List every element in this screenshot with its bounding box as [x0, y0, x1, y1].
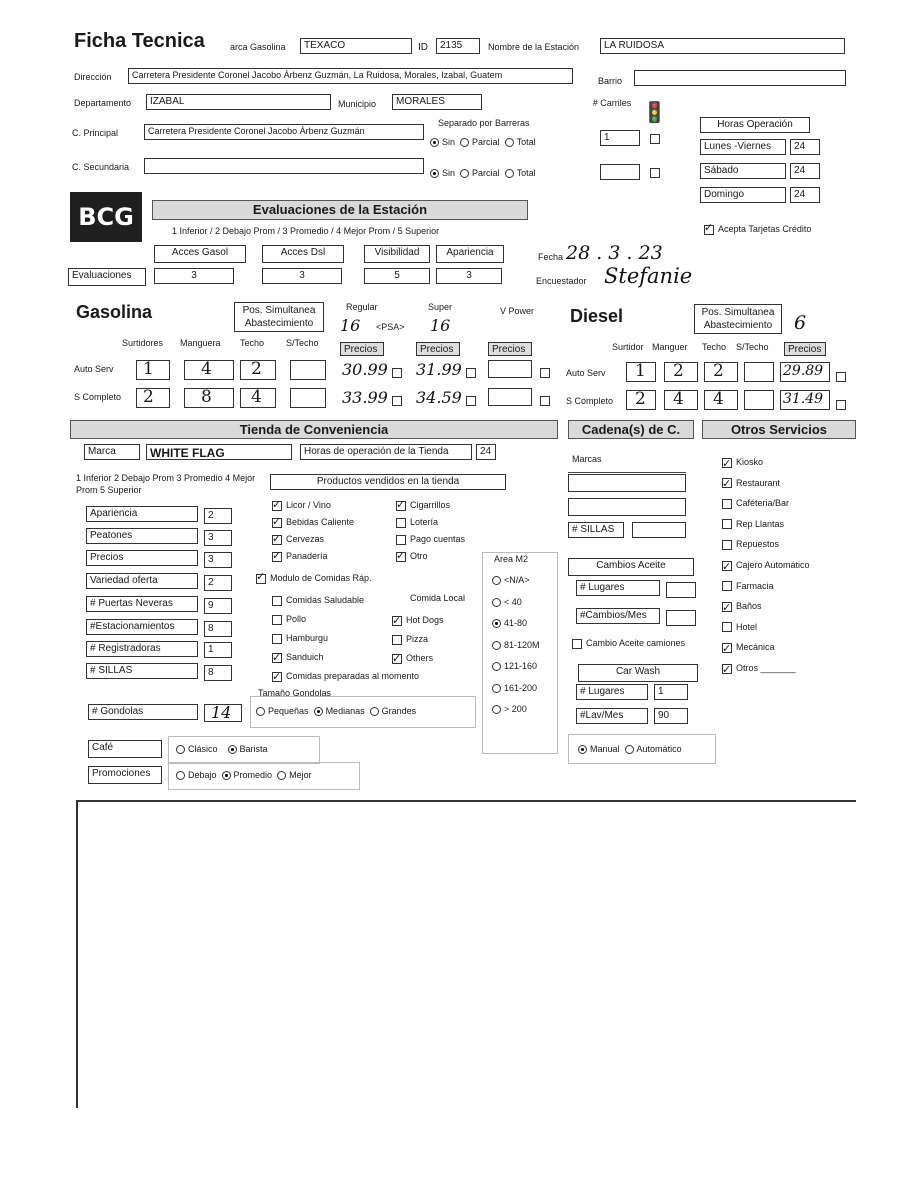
- principal-field[interactable]: Carretera Presidente Coronel Jacobo Árbenz Guzmán: [144, 124, 424, 140]
- otros-servicios-list[interactable]: [722, 452, 810, 679]
- horas-sabado-value[interactable]: 24: [790, 163, 820, 179]
- carriles-secundaria-check[interactable]: [650, 164, 664, 182]
- productos-col-a[interactable]: [272, 497, 354, 565]
- tienda-title: Tienda de Conveniencia: [70, 420, 558, 439]
- fecha-label: Fecha: [538, 252, 564, 262]
- producto-bebidas: ✓Bebidas Caliente: [272, 514, 354, 531]
- id-field[interactable]: 2135: [436, 38, 480, 54]
- marca-label: arca Gasolina: [230, 42, 286, 52]
- tienda-eval-precios-label: Precios: [86, 550, 198, 566]
- diesel-auto-techo[interactable]: 2: [704, 362, 738, 382]
- diesel-stecho-head: S/Techo: [736, 342, 769, 352]
- traffic-light-icon: 🚦: [642, 102, 667, 124]
- comida-others: ✓Others: [392, 649, 444, 668]
- carwash-tipo[interactable]: Manual Automático: [578, 744, 682, 754]
- cadena-title: Cadena(s) de C.: [568, 420, 694, 439]
- tienda-eval-registradoras-value[interactable]: 1: [204, 642, 232, 658]
- carriles-principal[interactable]: 1: [600, 130, 640, 146]
- gas-comp-surtidores[interactable]: 2: [136, 388, 170, 408]
- encuestador-label: Encuestador: [536, 276, 587, 286]
- servicio-cafeteria: Caféteria/Bar: [722, 493, 810, 514]
- tienda-eval-precios-value[interactable]: 3: [204, 552, 232, 568]
- evaluaciones-scale: 1 Inferior / 2 Debajo Prom / 3 Promedio / 4 Mejor Prom / 5 Superior: [172, 226, 440, 236]
- diesel-techo-head: Techo: [702, 342, 727, 352]
- vpower-label: V Power: [500, 306, 535, 316]
- tienda-eval-variedad-label: Variedad oferta: [86, 573, 198, 589]
- eval-acces-dsl-value[interactable]: 3: [262, 268, 342, 284]
- promociones-label: Promociones: [88, 766, 162, 784]
- tienda-eval-variedad-value[interactable]: 2: [204, 575, 232, 591]
- modulo-comidas[interactable]: ✓Modulo de Comidas Ráp.: [256, 573, 372, 584]
- tienda-eval-neveras-label: # Puertas Neveras: [86, 596, 198, 612]
- cambios-lugares-value[interactable]: [666, 582, 696, 598]
- promo-options[interactable]: Debajo Promedio Mejor: [176, 770, 312, 780]
- diesel-comp-check[interactable]: [836, 396, 850, 414]
- carwash-lugares-value[interactable]: 1: [654, 684, 688, 700]
- tienda-horas-value[interactable]: 24: [476, 444, 496, 460]
- comida-hamburgu: Hamburgu: [272, 629, 419, 648]
- regular-value[interactable]: 16: [340, 316, 361, 335]
- gondolas-label: # Gondolas: [88, 704, 198, 720]
- gas-auto-precio-super[interactable]: 31.99: [416, 360, 462, 379]
- comida-local-label: Comida Local: [410, 593, 466, 603]
- servicio-banos: ✓Baños: [722, 596, 810, 617]
- tienda-marca-label: Marca: [84, 444, 140, 460]
- cadena-sillas-value[interactable]: [632, 522, 686, 538]
- surtidores-head: Surtidores: [122, 338, 164, 348]
- producto-otro: ✓Otro: [396, 548, 465, 565]
- horas-domingo-label: Domingo: [700, 187, 786, 203]
- tienda-eval-apariencia-label: Apariencia: [86, 506, 198, 522]
- cadena-sillas-label: # SILLAS: [568, 522, 624, 538]
- otros-title: Otros Servicios: [702, 420, 856, 439]
- id-label: ID: [418, 42, 428, 53]
- comida-pollo: Pollo: [272, 610, 419, 629]
- carriles-label: # Carriles: [592, 98, 632, 108]
- diesel-comp-label: S Completo: [566, 396, 614, 406]
- eval-apariencia-label: Apariencia: [436, 245, 504, 263]
- gas-comp-label: S Completo: [74, 392, 122, 402]
- productos-col-b[interactable]: [396, 497, 465, 565]
- page-title: Ficha Tecnica: [74, 30, 205, 52]
- gas-auto-manguera[interactable]: 4: [184, 360, 234, 380]
- carriles-secundaria[interactable]: [600, 164, 640, 180]
- diesel-auto-label: Auto Serv: [566, 368, 606, 378]
- horas-sabado-label: Sábado: [700, 163, 786, 179]
- cambios-aceite-title: Cambios Aceite: [568, 558, 694, 576]
- cadena-marcas-label: Marcas: [572, 454, 602, 464]
- comida-preparadas: ✓Comidas preparadas al momento: [272, 667, 419, 686]
- servicio-hotel: Hotel: [722, 617, 810, 638]
- tarjetas-credito[interactable]: ✓Acepta Tarjetas Crédito: [704, 224, 814, 235]
- diesel-auto-manguer[interactable]: 2: [664, 362, 698, 382]
- secundaria-field[interactable]: [144, 158, 424, 174]
- servicio-kiosko: ✓Kiosko: [722, 452, 810, 473]
- separado-secundaria[interactable]: Sin Parcial Total: [430, 168, 536, 178]
- tienda-eval-sillas-label: # SILLAS: [86, 663, 198, 679]
- comida-hotdogs: ✓Hot Dogs: [392, 611, 444, 630]
- gas-comp-techo[interactable]: 4: [240, 388, 276, 408]
- diesel-comp-surtidor[interactable]: 2: [626, 390, 656, 410]
- producto-loteria: Lotería: [396, 514, 465, 531]
- cafe-label: Café: [88, 740, 162, 758]
- horas-domingo-value[interactable]: 24: [790, 187, 820, 203]
- gas-comp-stecho[interactable]: [290, 388, 326, 408]
- area-121-160: 121-160: [492, 656, 540, 678]
- tienda-horas-label: Horas de operación de la Tienda: [300, 444, 472, 460]
- departamento-field[interactable]: IZABAL: [146, 94, 331, 110]
- techo-head: Techo: [240, 338, 265, 348]
- tienda-scale: 1 Inferior 2 Debajo Prom 3 Promedio 4 Mejor Prom 5 Superior: [76, 473, 256, 495]
- producto-cigarrillos: ✓Cigarrillos: [396, 497, 465, 514]
- cambios-lugares-label: # Lugares: [576, 580, 660, 596]
- carwash-lav-value[interactable]: 90: [654, 708, 688, 724]
- municipio-label: Municipio: [338, 99, 377, 109]
- notes-area[interactable]: [76, 800, 856, 1108]
- nombre-field[interactable]: LA RUIDOSA: [600, 38, 845, 54]
- carwash-lugares-label: # Lugares: [576, 684, 648, 700]
- gas-comp-check-super[interactable]: [466, 392, 480, 410]
- gas-comp-manguera[interactable]: 8: [184, 388, 234, 408]
- cadena-marca-1[interactable]: [568, 474, 686, 492]
- precio-vpower-head: Precios: [488, 342, 532, 356]
- area-200: > 200: [492, 699, 540, 721]
- producto-pago: Pago cuentas: [396, 531, 465, 548]
- separado-label: Separado por Barreras: [438, 118, 530, 128]
- eval-acces-dsl-label: Acces Dsl: [262, 245, 344, 263]
- gas-comp-precio-super[interactable]: 34.59: [416, 388, 462, 407]
- eval-visibilidad-label: Visibilidad: [364, 245, 430, 263]
- gas-auto-precio-vpower[interactable]: [488, 360, 532, 378]
- secundaria-label: C. Secundaria: [72, 162, 130, 172]
- servicio-repuestos: Repuestos: [722, 534, 810, 555]
- tienda-eval-apariencia-value[interactable]: 2: [204, 508, 232, 524]
- servicio-otros: ✓Otros _______: [722, 658, 810, 679]
- super-label: Super: [428, 302, 453, 312]
- comida-pizza: Pizza: [392, 630, 444, 649]
- eval-acces-gasol-label: Acces Gasol: [154, 245, 246, 263]
- super-value[interactable]: 16: [430, 316, 451, 335]
- tienda-eval-neveras-value[interactable]: 9: [204, 598, 232, 614]
- gas-auto-surtidores[interactable]: 1: [136, 360, 170, 380]
- psa-label: <PSA>: [376, 322, 405, 332]
- principal-label: C. Principal: [72, 128, 119, 138]
- eval-acces-gasol-value[interactable]: 3: [154, 268, 234, 284]
- comidas-col-b[interactable]: [392, 611, 444, 668]
- diesel-comp-manguer[interactable]: 4: [664, 390, 698, 410]
- marca-field[interactable]: TEXACO: [300, 38, 412, 54]
- servicio-restaurant: ✓Restaurant: [722, 473, 810, 494]
- cambios-mes-value[interactable]: [666, 610, 696, 626]
- gas-comp-check-regular[interactable]: [392, 392, 406, 410]
- eval-apariencia-value[interactable]: 3: [436, 268, 502, 284]
- diesel-precios-head: Precios: [784, 342, 826, 356]
- direccion-label: Dirección: [74, 72, 112, 82]
- horas-lunes-label: Lunes -Viernes: [700, 139, 786, 155]
- separado-principal[interactable]: Sin Parcial Total: [430, 137, 536, 147]
- tamano-options[interactable]: Pequeñas Medianas Grandes: [256, 706, 416, 716]
- evaluaciones-title: Evaluaciones de la Estación: [152, 200, 528, 220]
- productos-title: Productos vendidos en la tienda: [270, 474, 506, 490]
- area-40: < 40: [492, 592, 540, 614]
- manguera-head: Manguera: [180, 338, 221, 348]
- area-na: <N/A>: [492, 570, 540, 592]
- tienda-eval-peatones-label: Peatones: [86, 528, 198, 544]
- servicio-cajero: ✓Cajero Automático: [722, 555, 810, 576]
- barrio-label: Barrio: [598, 76, 623, 86]
- cambio-camiones[interactable]: Cambio Aceite camiones: [572, 638, 685, 649]
- encuestador-value[interactable]: Stefanie: [604, 264, 693, 288]
- cafe-options[interactable]: Clásico Barista: [176, 744, 268, 754]
- cadena-marca-2[interactable]: [568, 498, 686, 516]
- servicio-farmacia: Farmacia: [722, 576, 810, 597]
- producto-panaderia: ✓Panadería: [272, 548, 354, 565]
- diesel-comp-precio[interactable]: 31.49: [780, 390, 830, 410]
- producto-licor: ✓Licor / Vino: [272, 497, 354, 514]
- tienda-eval-registradoras-label: # Registradoras: [86, 641, 198, 657]
- tienda-eval-estacionamientos-label: #Estacionamientos: [86, 619, 198, 635]
- eval-visibilidad-value[interactable]: 5: [364, 268, 430, 284]
- tienda-marca-value[interactable]: WHITE FLAG: [146, 444, 292, 460]
- gas-auto-techo[interactable]: 2: [240, 360, 276, 380]
- diesel-auto-precio[interactable]: 29.89: [780, 362, 830, 382]
- regular-label: Regular: [346, 302, 378, 312]
- horas-title: Horas Operación: [700, 117, 810, 133]
- diesel-auto-stecho[interactable]: [744, 362, 774, 382]
- servicio-rep-llantas: Rep Llantas: [722, 514, 810, 535]
- diesel-auto-check[interactable]: [836, 368, 850, 386]
- stecho-head: S/Techo: [286, 338, 319, 348]
- diesel-auto-surtidor[interactable]: 1: [626, 362, 656, 382]
- diesel-title: Diesel: [570, 306, 624, 326]
- area-title: Area M2: [494, 554, 529, 564]
- municipio-field[interactable]: MORALES: [392, 94, 482, 110]
- cambios-mes-label: #Cambios/Mes: [576, 608, 660, 624]
- area-options[interactable]: [492, 570, 540, 721]
- tienda-eval-estacionamientos-value[interactable]: 8: [204, 621, 232, 637]
- producto-cervezas: ✓Cervezas: [272, 531, 354, 548]
- fecha-value[interactable]: 28 . 3 . 23: [566, 242, 663, 264]
- precio-super-head: Precios: [416, 342, 460, 356]
- departamento-label: Departamento: [74, 98, 132, 108]
- direccion-field[interactable]: Carretera Presidente Coronel Jacobo Árbenz Guzmán, La Ruidosa, Morales, Izabal, Guatem: [128, 68, 573, 84]
- gas-auto-precio-regular[interactable]: 30.99: [342, 360, 388, 379]
- carwash-lav-label: #Lav/Mes: [576, 708, 648, 724]
- gas-auto-stecho[interactable]: [290, 360, 326, 380]
- gondolas-value[interactable]: 14: [204, 704, 242, 722]
- bcg-logo: BCG: [70, 192, 142, 242]
- gas-comp-precio-vpower[interactable]: [488, 388, 532, 406]
- diesel-comp-stecho[interactable]: [744, 390, 774, 410]
- area-161-200: 161-200: [492, 678, 540, 700]
- barrio-field[interactable]: [634, 70, 846, 86]
- gas-auto-label: Auto Serv: [74, 364, 114, 374]
- comida-sanduich: ✓Sanduich: [272, 648, 419, 667]
- diesel-manguer-head: Manguer: [652, 342, 688, 352]
- comida-saludable: Comidas Saludable: [272, 591, 419, 610]
- gasolina-title: Gasolina: [76, 302, 153, 322]
- area-41-80: 41-80: [492, 613, 540, 635]
- area-81-120: 81-120M: [492, 635, 540, 657]
- precio-regular-head: Precios: [340, 342, 384, 356]
- diesel-pos-sim-value[interactable]: 6: [794, 312, 807, 334]
- gasolina-pos-sim: Pos. Simultanea Abastecimiento: [234, 302, 324, 332]
- evaluaciones-label: Evaluaciones: [68, 268, 146, 286]
- nombre-label: Nombre de la Estación: [488, 42, 580, 52]
- diesel-surtidor-head: Surtidor: [612, 342, 644, 352]
- gas-comp-precio-regular[interactable]: 33.99: [342, 388, 388, 407]
- gas-auto-check-regular[interactable]: [392, 364, 406, 382]
- servicio-mecanica: ✓Mecánica: [722, 637, 810, 658]
- gas-auto-check-vpower[interactable]: [540, 364, 554, 382]
- gas-comp-check-vpower[interactable]: [540, 392, 554, 410]
- carwash-title: Car Wash: [578, 664, 698, 682]
- carriles-principal-check[interactable]: [650, 130, 664, 148]
- gas-auto-check-super[interactable]: [466, 364, 480, 382]
- diesel-comp-techo[interactable]: 4: [704, 390, 738, 410]
- tienda-eval-sillas-value[interactable]: 8: [204, 665, 232, 681]
- diesel-pos-sim: Pos. Simultanea Abastecimiento: [694, 304, 782, 334]
- tienda-eval-peatones-value[interactable]: 3: [204, 530, 232, 546]
- horas-lunes-value[interactable]: 24: [790, 139, 820, 155]
- tamano-gondolas-title: Tamaño Gondolas: [258, 688, 332, 698]
